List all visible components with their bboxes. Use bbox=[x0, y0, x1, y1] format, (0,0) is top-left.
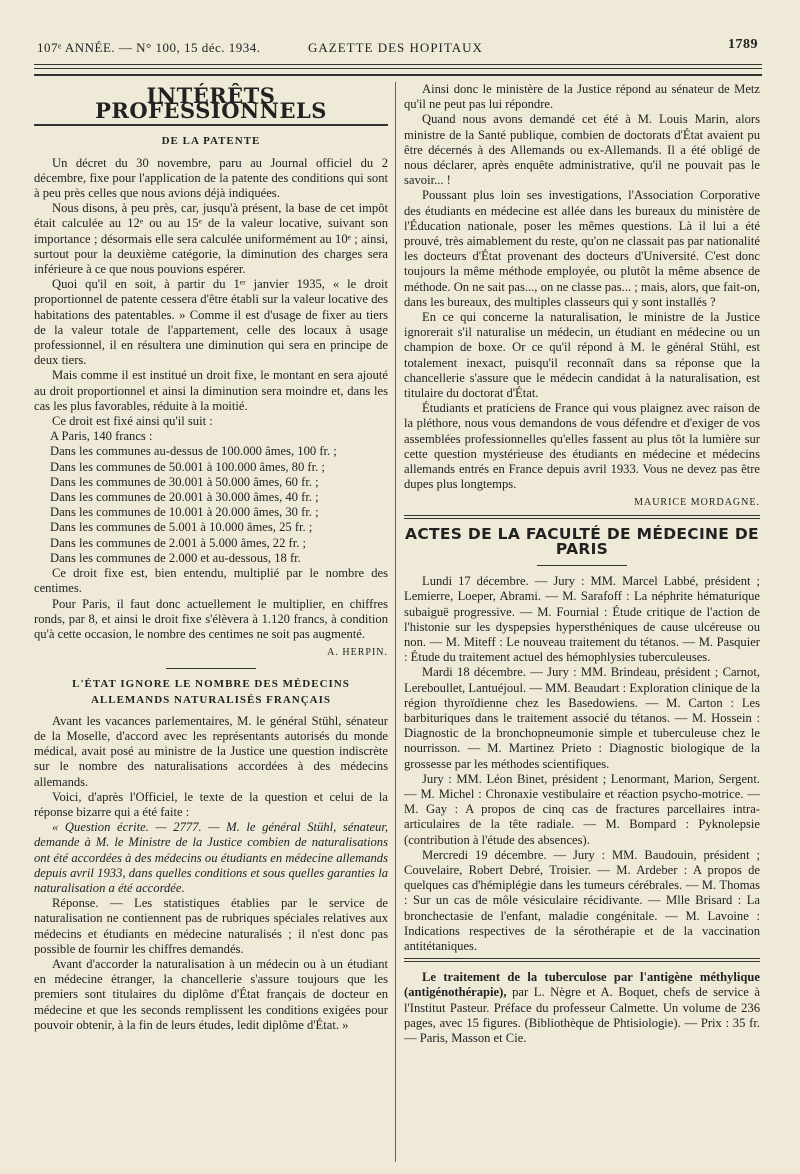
author-signature: A. HERPIN. bbox=[327, 647, 388, 659]
acts-entry: Lundi 17 décembre. — Jury : MM. Marcel Labbé, président ; Lemierre, Loeper, Abrami. — M. Sarafoff : La néphrite hématurique subaiguë progressive. — M. Fournial : Étude critique de l'action de l'histonie sur les dyspepsies hypersthéniques de cause ulcéreuse ou non. — M. Miteff : Le nouveau traitement du tétanos. — M. Pasquier : Étude du traitement actuel des hémophlysies tuberculeuses. bbox=[404, 574, 760, 665]
paragraph: Ce droit fixe est, bien entendu, multiplié par le nombre des centimes. bbox=[34, 566, 388, 596]
list-item: Dans les communes de 2.000 et au-dessous, 18 fr. bbox=[50, 550, 301, 565]
book-notice bbox=[404, 970, 760, 1046]
paragraph: Nous disons, à peu près, car, jusqu'à présent, la base de cet impôt était calculée au 12ᵉ ou au 15ᵉ de la valeur locative, suivant son importance ; désormais elle sera calculée uniformément au 10ᵉ ; ainsi, surtout pour la deuxième catégorie, la diminution des charges sera inférieure à ce que nous pouvions espérer. bbox=[34, 201, 388, 277]
paragraph: Avant d'accorder la naturalisation à un médecin ou à un étudiant en médecine étranger, la chancellerie s'assure toujours que les premiers sont titulaires du diplôme d'État français de docteur en médecine et que les seconds remplissent les conditions exigées pour pouvoir obtenir, à la fin de leurs études, ledit diplôme d'État. » bbox=[34, 956, 388, 1032]
paragraph: Pour Paris, il faut donc actuellement le multiplier, en chiffres ronds, par 8, et ainsi le droit fixe s'élèvera à 1.120 francs, à condition qu'à cette occasion, le nombre des centimes ne soit pas augmenté. bbox=[34, 596, 388, 641]
article-separator bbox=[166, 668, 256, 669]
acts-entry: Mercredi 19 décembre. — Jury : MM. Baudouin, président ; Couvelaire, Robert Debré, Troisier. — M. Ardeber : A propos de quelques cas d'hémiplégie dans les tumeurs cérébrales. — M. Thomas : Sur un cas de môle vésiculaire récidivante. — Mlle Brisard : La bronchectasie de l'enfant, maladie congénitale. — M. Lavoine : Indications respectives de la sérothérapie et de la vaccination antitétaniques. bbox=[404, 847, 760, 953]
page-number: 1789 bbox=[728, 37, 758, 52]
author-signature: MAURICE MORDAGNE. bbox=[634, 497, 760, 509]
acts-title: ACTES DE LA FACULTÉ DE MÉDECINE DE PARIS bbox=[405, 524, 759, 558]
paragraph: Quoi qu'il en soit, à partir du 1ᵉʳ janvier 1935, « le droit proportionnel de patente cessera d'être établi sur la valeur locative des habitations des patentables. » Comme il est d'usage de fixer au tiers de la valeur totale de l'appartement, celle des locaux à usage professionnel, il en résultera une diminution qui sera en principe de deux tiers. bbox=[34, 277, 388, 368]
list-item: A Paris, 140 francs : bbox=[50, 429, 153, 444]
list-item: Dans les communes de 50.001 à 100.000 âmes, 80 fr. ; bbox=[50, 459, 325, 474]
paragraph: Un décret du 30 novembre, paru au Journal officiel du 2 décembre, fixe pour l'application de la patente des conditions qui sont à peu près celles que nous avions déjà indiquées. bbox=[34, 155, 388, 201]
acts-separator bbox=[537, 565, 627, 566]
paragraph: « Question écrite. — 2777. — M. le général Stühl, sénateur, demande à M. le Ministre de la Justice combien de naturalisations ont été accordées à des médecins ou étudiants en médecine allemands depuis avril 1933, dans quelles conditions et sous quelles garanties la naturalisation a été accordée. bbox=[34, 820, 388, 895]
list-item: Dans les communes de 2.001 à 5.000 âmes, 22 fr. ; bbox=[50, 535, 307, 550]
paragraph: Avant les vacances parlementaires, M. le général Stühl, sénateur de la Moselle, d'accord avec les représentants autorisés du monde médical, avait posé au ministre de la Justice une question indiscrète sur le nombre des naturalisations accordées à des médecins allemands. bbox=[34, 713, 388, 789]
book-title: Le traitement de la tuberculose par l'antigène méthylique (antigénothérapie), bbox=[404, 970, 760, 1000]
left-column bbox=[34, 82, 388, 1162]
column-divider bbox=[395, 82, 396, 1162]
header-rule bbox=[34, 64, 762, 65]
issue-info: 107ᵉ ANNÉE. — N° 100, 15 déc. 1934. bbox=[37, 40, 261, 55]
right-column bbox=[404, 82, 760, 1162]
paragraph: Réponse. — Les statistiques établies par le service de naturalisation ne contiennent pas de rubriques spéciales relatives aux médecins et étudiants en médecine naturalisés ; il n'est donc pas possible de fournir les chiffres demandés. bbox=[34, 896, 388, 956]
article-title-patente: DE LA PATENTE bbox=[161, 135, 261, 148]
paragraph: Étudiants et praticiens de France qui vous plaignez avec raison de la pléthore, nous vous demandons de vous défendre et d'exiger de vos assemblées professionnelles qu'elles fassent au plus tôt la lumière sur cette question mystérieuse des étudiants en médecine et médecins allemands entrés en France depuis avril 1933. Vous ne devez pas être dupes plus longtemps. bbox=[404, 401, 760, 492]
paragraph: En ce qui concerne la naturalisation, le ministre de la Justice ignorerait s'il naturalise un médecin, un étudiant en médecine ou un champion de boxe. Or ce qu'il répond à M. le général Stühl, est totalement inexact, puisqu'il reconnaît dans sa réponse que la chancellerie s'assure que le médecin candidat à la naturalisation, est titulaire du doctorat d'État. bbox=[404, 310, 760, 401]
acts-entry: Jury : MM. Léon Binet, président ; Lenormant, Marion, Sergent. — M. Michel : Chronaxie vestibulaire et réaction psycho-motrice. — M. Gay : A propos de cinq cas de fractures parcellaires intra-articulaires de la tête radiale. — M. Bompard : Pyknolepsie (contribution à l'étude des absences). bbox=[404, 771, 760, 847]
paragraph: Poussant plus loin ses investigations, l'Association Corporative des étudiants en médecine est allée dans les bureaux du ministère de l'Éducation nationale, poser les mêmes questions. Là il lui a été prouvé, très aimablement du reste, qu'on ne classait pas par nationalité les docteurs d'État provenant des docteurs d'Université. C'est donc toujours la même méthode employée, ou plutôt la même absence de méthode. On ne sait pas..., on ne classe pas... ; mais, alors, que fait-on, dans les bureaux, des multiples classeurs qui y sont installés ? bbox=[404, 188, 760, 309]
title-rule bbox=[34, 124, 388, 126]
paragraph: Mais comme il est institué un droit fixe, le montant en sera ajouté au droit proportionnel et ainsi la diminution sera moindre et, dans les cas les plus favorables, réduite à la moitié. bbox=[34, 368, 388, 413]
journal-name: GAZETTE DES HOPITAUX bbox=[308, 40, 483, 55]
section-rule bbox=[404, 958, 760, 962]
paragraph: Voici, d'après l'Officiel, le texte de la question et celui de la réponse bizarre qui a été faite : bbox=[34, 789, 388, 819]
paragraph: Ainsi donc le ministère de la Justice répond au sénateur de Metz qu'il ne peut pas lui répondre. bbox=[404, 82, 760, 112]
list-item: Dans les communes de 10.001 à 20.000 âmes, 30 fr. ; bbox=[50, 505, 319, 520]
section-title: INTÉRÊTS PROFESSIONNELS bbox=[95, 83, 327, 124]
section-rule bbox=[404, 515, 760, 519]
article-title-naturalisation: L'ÉTAT IGNORE LE NOMBRE DES MÉDECINS ALLEMANDS NATURALISÉS FRANÇAIS bbox=[72, 678, 350, 706]
header-rule-2 bbox=[34, 68, 762, 69]
list-item: Dans les communes de 5.001 à 10.000 âmes, 25 fr. ; bbox=[50, 520, 313, 535]
page-header bbox=[0, 34, 800, 62]
header-rule-3 bbox=[34, 74, 762, 76]
list-item: Dans les communes au-dessus de 100.000 âmes, 100 fr. ; bbox=[50, 444, 337, 459]
paragraph: Ce droit est fixé ainsi qu'il suit : bbox=[52, 414, 213, 429]
acts-entry: Mardi 18 décembre. — Jury : MM. Brindeau, président ; Carnot, Lereboullet, Lantuéjoul. — MM. Beaudart : Exploration clinique de la région thyroïdienne chez les Basedowiens. — M. Carton : Les barbituriques dans le traitement associé du tétanos. — M. Hossein : Diagnostic de la bronchopneumonie simple et tuberculeuse chez le nourrisson. — M. Martinez Prieto : Diagnostic biologique de la grossesse par les méthodes scientifiques. bbox=[404, 665, 760, 771]
paragraph: Quand nous avons demandé cet été à M. Louis Marin, alors ministre de la Santé publique, combien de doctorats d'État avaient pu être décernés à des Allemands ou ex-Allemands. Il a été obligé de nous déclarer, après enquête administrative, qu'il ne pouvait pas le savoir... ! bbox=[404, 112, 760, 188]
list-item: Dans les communes de 20.001 à 30.000 âmes, 40 fr. ; bbox=[50, 490, 319, 505]
list-item: Dans les communes de 30.001 à 50.000 âmes, 60 fr. ; bbox=[50, 474, 319, 489]
book-details: par L. Nègre et A. Boquet, chefs de service à l'Institut Pasteur. Préface du professeur Calmette. Un volume de 236 pages, avec 15 figures. (Bibliothèque de Phtisiologie). — Prix : 35 fr. — Paris, Masson et Cie. bbox=[404, 985, 760, 1045]
